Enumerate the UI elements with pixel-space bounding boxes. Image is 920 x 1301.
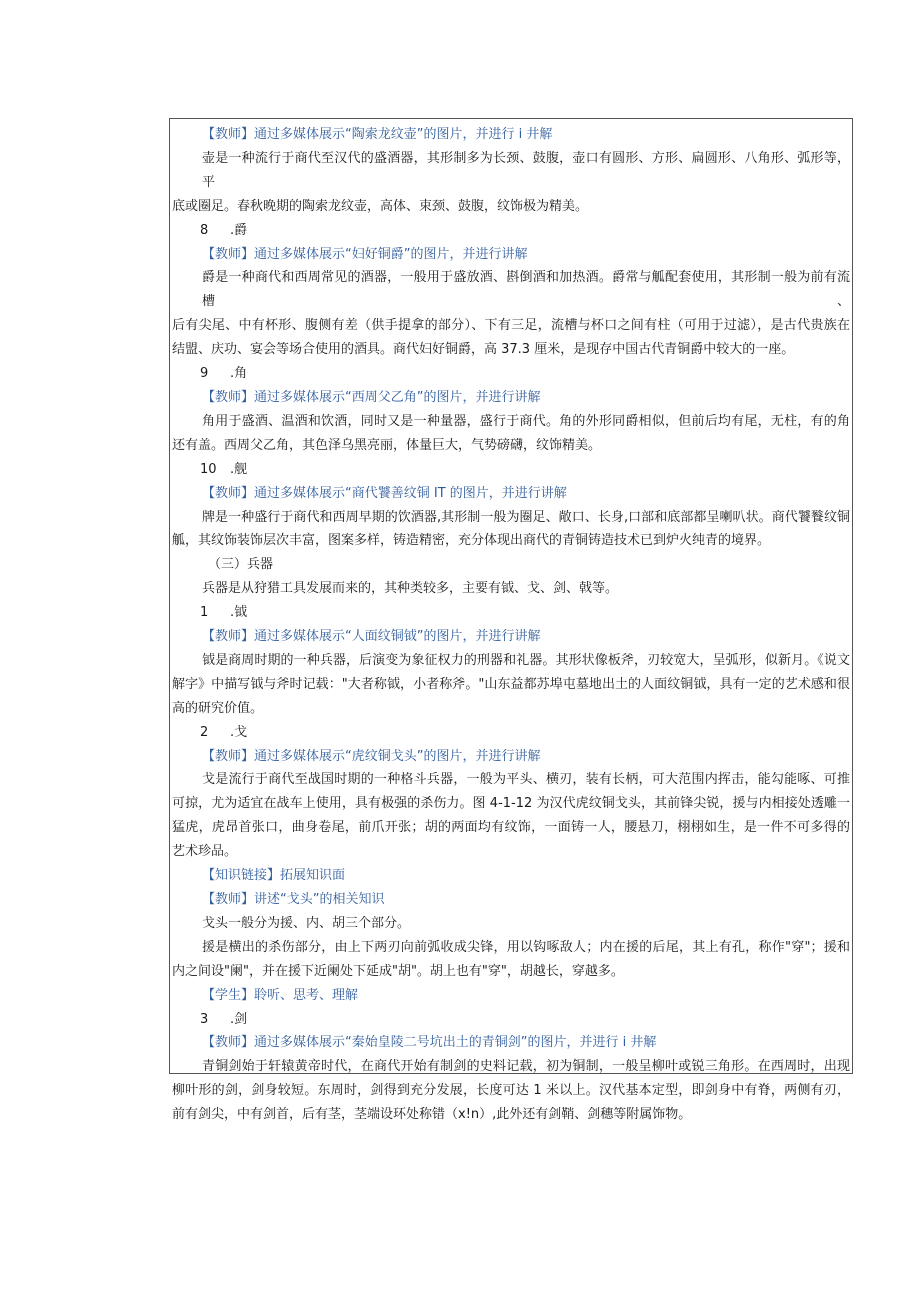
paragraph-line: 兵器是从狩猎工具发展而来的，其种类较多，主要有钺、戈、剑、戟等。 (202, 581, 619, 597)
paragraph-line: 结盟、庆功、宴会等场合使用的酒具。商代妇好铜爵，高 37.3 厘米，是现存中国古代青铜爵中较大的一座。 (172, 342, 795, 358)
numbered-heading (170, 219, 852, 243)
numbered-heading (170, 601, 852, 625)
teacher-note: 【教师】通过多媒体展示“秦始皇陵二号坑出土的青铜剑”的图片，并进行 i 井解 (202, 1035, 657, 1051)
paragraph-line: 艺术珍品。 (172, 844, 238, 860)
numbered-heading (170, 1008, 852, 1032)
heading-text: .钺 (230, 605, 248, 621)
paragraph-line: 觚，其纹饰装饰层次丰富，图案多样，铸造精密，充分体现出商代的青铜铸造技术已到炉火纯青的境界。 (172, 533, 771, 549)
heading-number: 2 (200, 724, 209, 740)
document-body (170, 123, 852, 1127)
heading-text: .角 (230, 366, 248, 382)
teacher-note: 【教师】通过多媒体展示“西周父乙角”的图片，并进行讲解 (202, 389, 541, 405)
paragraph-line: 戈是流行于商代至战国时期的一种格斗兵器，一般为平头、横刃，装有长柄，可大范围内挥击，能勾能啄、可推 (202, 772, 850, 788)
paragraph-line: 角用于盛酒、温酒和饮酒，同时又是一种量器，盛行于商代。角的外形同爵相似，但前后均有尾，无柱，有的角 (202, 413, 850, 429)
paragraph-line: 解字》中描写钺与斧时记载："大者称钺，小者称斧。"山东益都苏埠屯墓地出土的人面纹铜钺，具有一定的艺术感和很 (172, 676, 850, 692)
paragraph-line: 青铜剑始于轩辕黄帝时代，在商代开始有制剑的史料记载，初为铜制，一般呈柳叶或锐三角形。在西周时，出现 (202, 1059, 850, 1075)
paragraph-line: 可掠，尤为适宜在战车上使用，具有极强的杀伤力。图 4-1-12 为汉代虎纹铜戈头，其前锋尖锐，援与内相接处透雕一 (172, 796, 850, 812)
paragraph-line: 戈头一般分为援、内、胡三个部分。 (202, 915, 411, 931)
paragraph-line: 柳叶形的剑，剑身较短。东周时，剑得到充分发展，长度可达 1 米以上。汉代基本定型，即剑身中有脊，两侧有刃， (172, 1083, 850, 1099)
paragraph-line: 壶是一种流行于商代至汉代的盛酒器，其形制多为长颈、鼓腹，壶口有圆形、方形、扁圆形、八角形、弧形等，平 (202, 150, 850, 190)
heading-number: 8 (200, 222, 209, 238)
paragraph-line: 牌是一种盛行于商代和西周早期的饮酒器,其形制一般为圈足、敞口、长身,口部和底部都呈喇叭状。商代饕餮纹铜 (202, 509, 850, 525)
teacher-note: 【学生】聆听、思考、理解 (202, 987, 359, 1003)
heading-number: 3 (200, 1011, 209, 1027)
teacher-note: 【教师】讲述“戈头”的相关知识 (202, 892, 385, 907)
paragraph-line: 猛虎，虎昂首张口，曲身卷尾，前爪开张；胡的两面均有纹饰，一面铸一人，腰悬刀，栩栩如生，是一件不可多得的 (172, 820, 850, 836)
paragraph-line: 还有盖。西周父乙角，其色泽乌黑亮丽，体量巨大，气势磅礴，纹饰精美。 (172, 437, 602, 453)
teacher-note: 【教师】通过多媒体展示“妇好铜爵”的图片，并进行讲解 (202, 246, 528, 262)
heading-text: .爵 (230, 222, 248, 238)
paragraph-line: 内之间设"阑"，并在援下近阑处下延成"胡"。胡上也有"穿"，胡越长，穿越多。 (172, 963, 624, 979)
numbered-heading (170, 458, 852, 482)
section-heading: （三）兵器 (208, 557, 274, 573)
heading-number: 1 (200, 605, 209, 621)
paragraph-line: 爵是一种商代和西周常见的酒器，一般用于盛放酒、斟倒酒和加热酒。爵常与觚配套使用，其形制一般为前有流槽、 (202, 270, 850, 310)
document-frame (169, 118, 853, 1123)
numbered-heading (170, 721, 852, 745)
paragraph-line: 底或圈足。春秋晚期的陶索龙纹壶，高体、束颈、鼓腹，纹饰极为精美。 (172, 198, 589, 214)
heading-number: 10 (200, 461, 217, 477)
paragraph-line: 钺是商周时期的一种兵器，后演变为象征权力的刑器和礼器。其形状像板斧，刃较宽大，呈弧形，似新月。《说文 (202, 652, 850, 668)
paragraph-line: 高的研究价值。 (172, 700, 264, 716)
teacher-note: 【知识链接】拓展知识面 (202, 868, 346, 884)
heading-number: 9 (200, 366, 209, 382)
paragraph-line: 前有剑尖，中有剑首，后有茎，茎端设环处称错（x!n）,此外还有剑鞘、剑穗等附属饰物。 (172, 1107, 692, 1123)
teacher-note: 【教师】通过多媒体展示“虎纹铜戈头”的图片，并进行讲解 (202, 748, 541, 764)
paragraph-line: 后有尖尾、中有杯形、腹侧有差（供手提拿的部分）、下有三足，流槽与杯口之间有柱（可用于过滤），是古代贵族在 (172, 318, 850, 334)
heading-text: .剑 (230, 1011, 248, 1027)
paragraph-line: 援是横出的杀伤部分，由上下两刃向前弧收成尖锋，用以钩啄敌人；内在援的后尾，其上有孔，称作"穿"；援和 (202, 939, 850, 955)
numbered-heading (170, 362, 852, 386)
heading-text: .戈 (230, 724, 248, 740)
teacher-note: 【教师】通过多媒体展示“陶索龙纹壶”的图片，并进行 i 井解 (202, 127, 553, 142)
teacher-note: 【教师】通过多媒体展示“人面纹铜钺”的图片，并进行讲解 (202, 629, 541, 645)
teacher-note: 【教师】通过多媒体展示“商代饕善纹铜 IT 的图片，并进行讲解 (202, 485, 567, 501)
heading-text: .舰 (230, 461, 248, 477)
